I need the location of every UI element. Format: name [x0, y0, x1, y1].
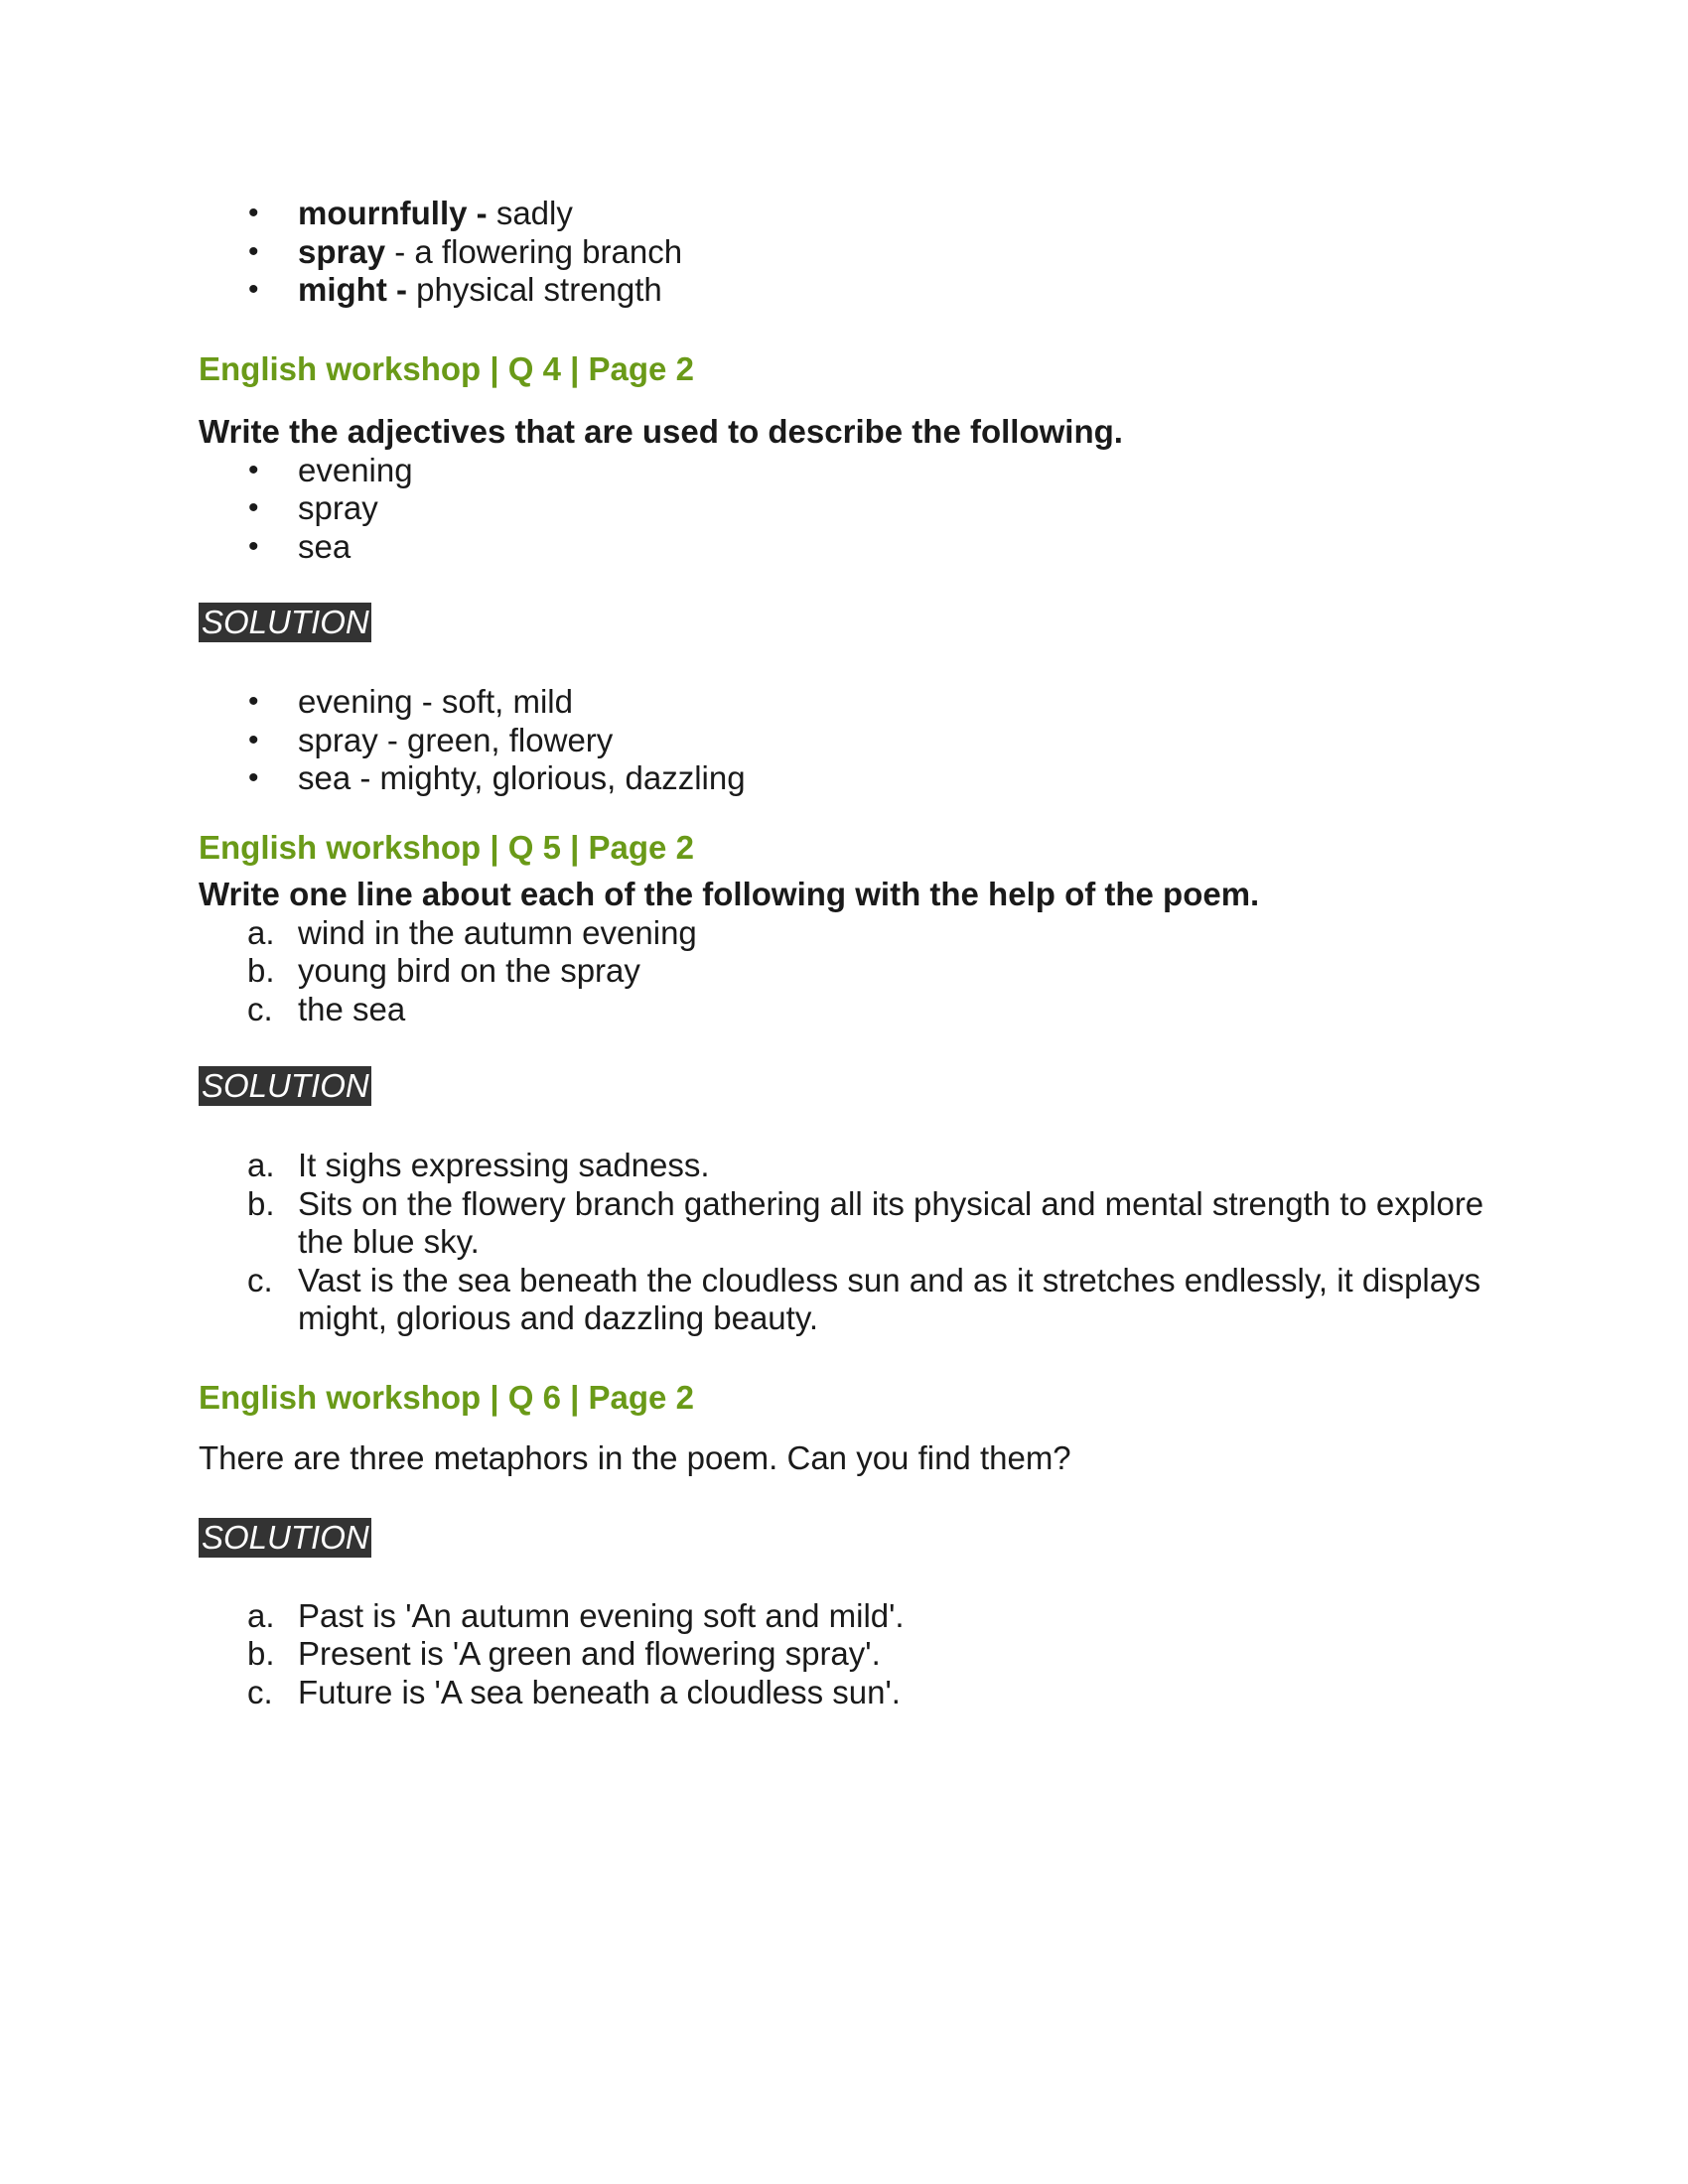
vocab-term: spray: [298, 232, 386, 270]
vocab-meaning: physical strength: [416, 271, 662, 308]
list-marker: b.: [247, 1635, 275, 1672]
page-content: [199, 195, 1489, 1711]
bullet-icon: •: [248, 685, 259, 718]
list-marker: c.: [247, 990, 273, 1027]
answer-text: Vast is the sea beneath the cloudless sun and as it stretches endlessly, it displays might, glorious and dazzling beauty.: [298, 1261, 1481, 1336]
answer-text: Past is 'An autumn evening soft and mild'.: [298, 1596, 905, 1634]
list-item: [199, 1147, 1489, 1185]
vocab-separator: -: [385, 232, 415, 270]
solution-label: SOLUTION: [199, 603, 371, 642]
question-items-list: [199, 914, 1489, 1029]
question-items-list: [199, 452, 1489, 567]
answer-text: Sits on the flowery branch gathering all its physical and mental strength to explore the blue sky.: [298, 1184, 1484, 1260]
list-marker: c.: [247, 1261, 273, 1298]
vocab-meaning: a flowering branch: [414, 232, 683, 270]
item-text: wind in the autumn evening: [298, 913, 697, 951]
list-item: [199, 759, 1489, 798]
bullet-icon: •: [248, 529, 259, 563]
list-item: [199, 233, 1489, 272]
answer-list: [199, 683, 1489, 798]
answer-text: Future is 'A sea beneath a cloudless sun'.: [298, 1673, 901, 1710]
section-heading: English workshop | Q 5 | Page 2: [199, 828, 694, 866]
answer-text: evening - soft, mild: [298, 683, 573, 720]
item-text: evening: [298, 451, 413, 488]
list-item: [199, 528, 1489, 567]
list-item: [199, 195, 1489, 233]
vocab-term: mournfully: [298, 195, 468, 231]
item-text: the sea: [298, 990, 406, 1027]
item-text: sea: [298, 527, 352, 565]
list-marker: a.: [247, 913, 275, 951]
bullet-icon: •: [248, 273, 259, 306]
solution-label: SOLUTION: [199, 1518, 371, 1558]
vocab-meaning: sadly: [495, 195, 573, 231]
list-marker: a.: [247, 1596, 275, 1634]
list-marker: c.: [247, 1673, 273, 1710]
answer-text: sea - mighty, glorious, dazzling: [298, 759, 746, 796]
vocab-term: might: [298, 271, 387, 308]
list-item: [199, 1262, 1509, 1338]
bullet-icon: •: [248, 234, 259, 268]
vocab-separator: -: [467, 195, 496, 231]
item-text: spray: [298, 489, 378, 526]
solution-label: SOLUTION: [199, 1066, 371, 1106]
list-marker: b.: [247, 952, 275, 989]
list-item: [199, 489, 1489, 528]
section-heading: English workshop | Q 4 | Page 2: [199, 349, 694, 387]
section-heading: English workshop | Q 6 | Page 2: [199, 1378, 694, 1416]
bullet-icon: •: [248, 491, 259, 524]
list-item: [199, 271, 1489, 310]
answer-text: Present is 'A green and flowering spray'.: [298, 1635, 881, 1672]
list-item: [199, 952, 1489, 991]
list-item: [199, 1597, 1489, 1636]
list-item: [199, 991, 1489, 1029]
bullet-icon: •: [248, 197, 259, 229]
vocabulary-list: [199, 195, 1489, 310]
question-text: Write one line about each of the following with the help of the poem.: [199, 875, 1260, 912]
list-item: [199, 1674, 1489, 1712]
list-item: [199, 722, 1489, 760]
bullet-icon: •: [248, 761, 259, 794]
question-text: Write the adjectives that are used to describe the following.: [199, 412, 1123, 450]
list-item: [199, 1185, 1509, 1262]
list-marker: b.: [247, 1184, 275, 1222]
answer-text: spray - green, flowery: [298, 721, 614, 758]
list-item: [199, 914, 1489, 953]
vocab-separator: -: [386, 271, 417, 308]
answer-list: [199, 1147, 1489, 1338]
bullet-icon: •: [248, 723, 259, 756]
list-item: [199, 452, 1489, 490]
answer-text: It sighs expressing sadness.: [298, 1147, 710, 1183]
answer-list: [199, 1597, 1489, 1712]
list-item: [199, 683, 1489, 722]
bullet-icon: •: [248, 453, 259, 486]
list-item: [199, 1635, 1489, 1674]
question-text: There are three metaphors in the poem. Can you find them?: [199, 1438, 1071, 1476]
list-marker: a.: [247, 1147, 275, 1183]
item-text: young bird on the spray: [298, 952, 640, 989]
